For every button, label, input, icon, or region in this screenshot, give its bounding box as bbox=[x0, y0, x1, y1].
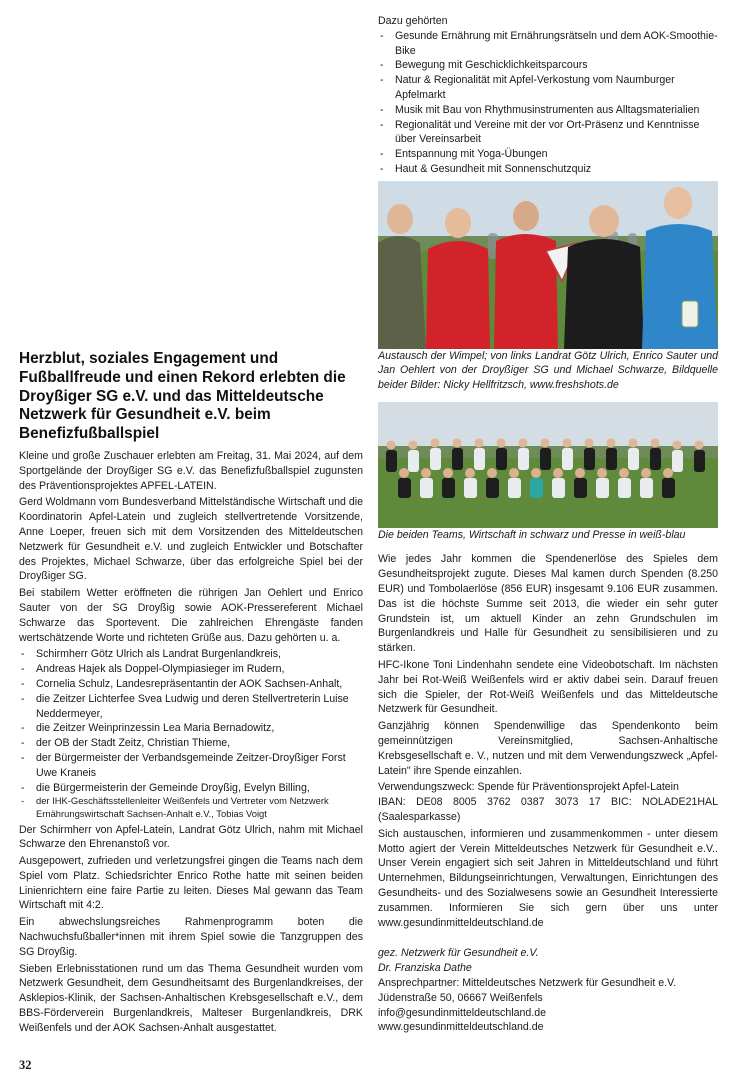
intro-paragraph-2: Gerd Woldmann vom Bundesverband Mittelständische Wirtschaft und die Koordinatorin Apfel-Latein und zugleich stellvertretende Vorsitzende, Anne Loeper, freuen sich mit dem Vorsitzenden des Mitteldeutschen Netzwerk für Gesundheit e.V. und zugleich Entwickler und Botschafter des Projektes, Michael Schwarze, über das erfolgreiche Spiel bei der Droyßiger SG. bbox=[19, 496, 363, 583]
photo2-caption: Die beiden Teams, Wirtschaft in schwarz und Presse in weiß-blau bbox=[378, 528, 686, 541]
guest-item: - der IHK-Geschäftsstellenleiter Weißenfels und Vertreter vom Netzwerk Ernährungswirtschaft Sachsen-Anhalt e.V., Tobias Voigt bbox=[19, 795, 363, 820]
video-message-paragraph: HFC-Ikone Toni Lindenhahn sendete eine Videobotschaft. Im nächsten Jahr bei Rot-Weiß Weißenfels wird er aktiv dabei sein. Darauf freuen sich die Spieler, der Rot-Weiß Weißenfels und das Mitteldeutsche Netzwerk für Gesundheit. bbox=[378, 658, 718, 716]
page-number: 32 bbox=[19, 1058, 32, 1072]
donation-paragraph: Wie jedes Jahr kommen die Spendenerlöse des Spieles dem Gesundheitsprojekt zugute. Dieses Mal kamen durch Spenden (8.250 EUR) und Tombolaerlöse (856 EUR) insgesamt 9.106 EUR zusammen. Das ist die höchste Summe seit 2013, die wieder ein sehr guter Grundstein ist, um aktuell Kinder an zehn Grundschulen im Burgenlandkreis und Halle für Gesundheit zu sensibilisieren und zu stärken. bbox=[378, 553, 718, 655]
station-item: - Musik mit Bau von Rhythmusinstrumenten aus Alltagsmaterialien bbox=[378, 103, 718, 118]
website-link[interactable]: www.gesundinmitteldeutschland.de bbox=[378, 1021, 544, 1034]
station-item: - Regionalität und Vereine mit der vor Ort-Präsenz und Kenntnisse über Vereinsarbeit bbox=[378, 118, 718, 148]
email-link[interactable]: info@gesundinmitteldeutschland.de bbox=[378, 1006, 547, 1019]
network-paragraph: Sich austauschen, informieren und zusammenkommen - unter diesem Motto agiert der Verein Mitteldeutsches Netzwerk für Gesundheit e.V.. Unser Verein engagiert sich seit Jahren in Mitteldeutschland und führt Unternehmen, Bildungseinrichtungen, Verwaltungen, Einrichtungen des Gesundheits- und des Sozialwesens sowie an Gesundheit Interessierte zusammen. Informieren Sie sich gern über uns unter www.gesundinmitteldeutschland.de bbox=[378, 827, 718, 929]
contact-line: Ansprechpartner: Mitteldeutsches Netzwerk für Gesundheit e.V. bbox=[378, 976, 677, 989]
signature-name: Dr. Franziska Dathe bbox=[378, 962, 472, 975]
guests-intro: Bei stabilem Wetter eröffneten die rührigen Jan Oehlert und Enrico Sauter von der SG Droyßig sowie AOK-Pressereferent Michael Schwarze das Sportevent. Die zahlreichen Ehrengäste fanden wertschätzende Worte und richteten Grüße aus. Dazu gehörten u. a. bbox=[19, 587, 363, 644]
stations-paragraph: Sieben Erlebnisstationen rund um das Thema Gesundheit wurden vom Netzwerk Gesundheit, dem Gesundheitsamt des Burgenlandkreises, der Asklepios-Klinik, der Sachsen-Anhaltischen Krebsgesellschaft e.V., dem BBS-Förderverein Burgenlandkreis, Malteser Burgenlandkreis, DRK Weißenfels und der AOK Sachsen-Anhalt ausgestattet. bbox=[19, 962, 363, 1034]
photo1-caption: Austausch der Wimpel; von links Landrat Götz Ulrich, Enrico Sauter und Jan Oehlert von der Droyßiger SG und Michael Schwarze, Bildquelle beider Bilder: Nicky Hellfritzsch, www.freshshots.de bbox=[378, 349, 718, 391]
pennant-exchange-photo bbox=[378, 181, 718, 349]
station-item: - Entspannung mit Yoga-Übungen bbox=[378, 147, 718, 162]
stations-list bbox=[378, 29, 718, 177]
article-title: Herzblut, soziales Engagement und Fußballfreude und einen Rekord erlebten die Droyßiger SG e.V. und das Mitteldeutsche Netzwerk für Gesundheit e.V. beim Benefizfußballspiel bbox=[19, 350, 346, 443]
guest-item: - die Zeitzer Weinprinzessin Lea Maria Bernadowitz, bbox=[19, 721, 363, 736]
intro-paragraph: Kleine und große Zuschauer erlebten am Freitag, 31. Mai 2024, auf dem Sportgelände der Droyßiger SG e.V. das Benefizfußballspiel zugunsten des Präventionsprojektes APFEL-LATEIN. bbox=[19, 449, 363, 492]
station-item: - Natur & Regionalität mit Apfel-Verkostung vom Naumburger Apfelmarkt bbox=[378, 73, 718, 103]
station-item: - Gesunde Ernährung mit Ernährungsrätseln und dem AOK-Smoothie-Bike bbox=[378, 29, 718, 59]
teams-photo bbox=[378, 402, 718, 528]
guest-item: - der Bürgermeister der Verbandsgemeinde Zeitzer-Droyßiger Forst Uwe Kraneis bbox=[19, 751, 363, 781]
guest-item: - die Zeitzer Lichterfee Svea Ludwig und deren Stellvertreterin Luise Neddermeyer, bbox=[19, 692, 363, 722]
station-item: - Bewegung mit Geschicklichkeitsparcours bbox=[378, 58, 718, 73]
stations-intro: Dazu gehörten bbox=[378, 15, 448, 27]
game-paragraph: Ausgepowert, zufrieden und verletzungsfrei gingen die Teams nach dem Spiel vom Platz. Schiedsrichter Enrico Rothe hatte mit seinen beiden Linienrichtern eine faire Partie zu leiten. Dieses Mal gewann das Team Wirtschaft mit 4:2. bbox=[19, 855, 363, 912]
bank-details: IBAN: DE08 8005 3762 0387 3073 17 BIC: NOLADE21HAL (Saalesparkasse) bbox=[378, 796, 718, 823]
signature-line: gez. Netzwerk für Gesundheit e.V. bbox=[378, 947, 539, 960]
station-item: - Haut & Gesundheit mit Sonnenschutzquiz bbox=[378, 162, 718, 177]
pennant-exchange-illustration bbox=[378, 181, 718, 349]
guest-item: - Andreas Hajek als Doppel-Olympiasieger im Rudern, bbox=[19, 662, 363, 677]
guest-item: - Cornelia Schulz, Landesrepräsentantin der AOK Sachsen-Anhalt, bbox=[19, 677, 363, 692]
guest-list bbox=[19, 647, 363, 820]
guest-item: - die Bürgermeisterin der Gemeinde Droyßig, Evelyn Billing, bbox=[19, 781, 363, 796]
kickoff-paragraph: Der Schirmherr von Apfel-Latein, Landrat Götz Ulrich, nahm mit Michael Schwarze den Ehrenanstoß vor. bbox=[19, 823, 363, 851]
donation-account-paragraph: Ganzjährig können Spendenwillige das Spendenkonto beim gemeinnützigen Vereinsmitglied, Sachsen-Anhaltische Krebsgesellschaft e. V., nutzen und mit dem Verwendungszweck „Apfel-Latein" ihre Spende einzahlen. bbox=[378, 720, 718, 777]
address-line: Jüdenstraße 50, 06667 Weißenfels bbox=[378, 991, 543, 1004]
right-column bbox=[378, 14, 718, 1035]
teams-illustration bbox=[378, 402, 718, 528]
guest-item: - Schirmherr Götz Ulrich als Landrat Burgenlandkreis, bbox=[19, 647, 363, 662]
guest-item: - der OB der Stadt Zeitz, Christian Thieme, bbox=[19, 736, 363, 751]
program-paragraph: Ein abwechslungsreiches Rahmenprogramm boten die Nachwuchsfußballer*innen mit ihrem Spiel sowie die Tanzgruppen des SG Droyßig. bbox=[19, 916, 363, 958]
left-column bbox=[19, 350, 363, 1038]
donation-purpose: Verwendungszweck: Spende für Präventionsprojekt Apfel-Latein bbox=[378, 781, 679, 794]
